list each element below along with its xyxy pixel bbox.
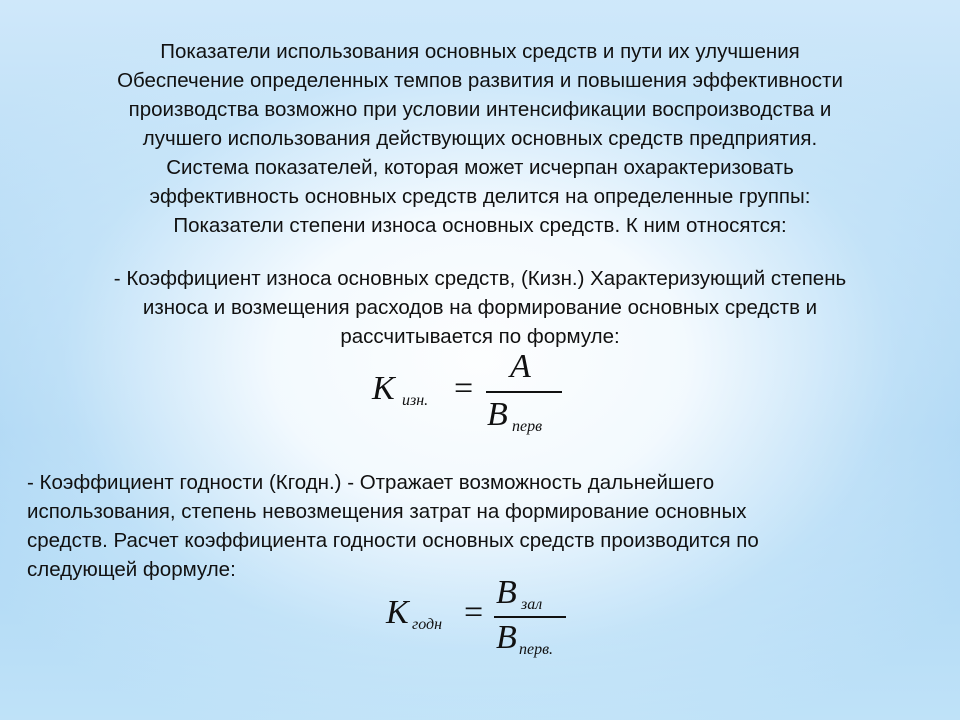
- formula-numerator: В: [496, 574, 517, 611]
- intro-text: [40, 37, 920, 240]
- intro-line: лучшего использования действующих основных средств предприятия.: [142, 127, 818, 150]
- formula-denominator-subscript: перв.: [519, 641, 554, 658]
- intro-line: Показатели степени износа основных средств. К ним относятся:: [173, 214, 787, 237]
- formula-denominator-subscript: перв: [512, 418, 543, 435]
- fitness-coefficient-text: [27, 468, 932, 584]
- wear-line: рассчитывается по формуле:: [340, 325, 620, 348]
- formula-equals: =: [464, 594, 484, 631]
- formula-denominator: В: [487, 396, 508, 433]
- wear-formula: [370, 348, 590, 447]
- fitness-line: средств. Расчет коэффициента годности основных средств производится по: [27, 529, 759, 552]
- fraction-bar: [486, 391, 562, 393]
- intro-line: Система показателей, которая может исчерпан охарактеризовать: [166, 156, 794, 179]
- fitness-line: использования, степень невозмещения затрат на формирование основных: [27, 500, 747, 523]
- fraction-bar: [494, 616, 566, 618]
- formula-lhs: К: [372, 370, 395, 407]
- formula-equals: =: [454, 370, 474, 407]
- fitness-line: - Коэффициент годности (Кгодн.) - Отражает возможность дальнейшего: [27, 471, 715, 494]
- slide-title: Показатели использования основных средств и пути их улучшения: [160, 40, 800, 63]
- fitness-formula: [384, 572, 584, 667]
- intro-line: производства возможно при условии интенсификации воспроизводства и: [128, 98, 832, 121]
- formula-lhs-subscript: изн.: [402, 392, 429, 409]
- formula-lhs: К: [386, 594, 409, 631]
- fitness-line: следующей формуле:: [27, 558, 236, 581]
- wear-line: - Коэффициент износа основных средств, (Кизн.) Характеризующий степень: [113, 267, 847, 290]
- formula-numerator-subscript: зал: [521, 596, 543, 613]
- intro-line: Обеспечение определенных темпов развития и повышения эффективности: [117, 69, 843, 92]
- wear-coefficient-text: [40, 264, 920, 351]
- intro-line: эффективность основных средств делится на определенные группы:: [149, 185, 811, 208]
- formula-numerator: А: [510, 348, 531, 385]
- formula-denominator: В: [496, 619, 517, 656]
- wear-line: износа и возмещения расходов на формирование основных средств и: [142, 296, 818, 319]
- formula-lhs-subscript: годн: [412, 616, 443, 633]
